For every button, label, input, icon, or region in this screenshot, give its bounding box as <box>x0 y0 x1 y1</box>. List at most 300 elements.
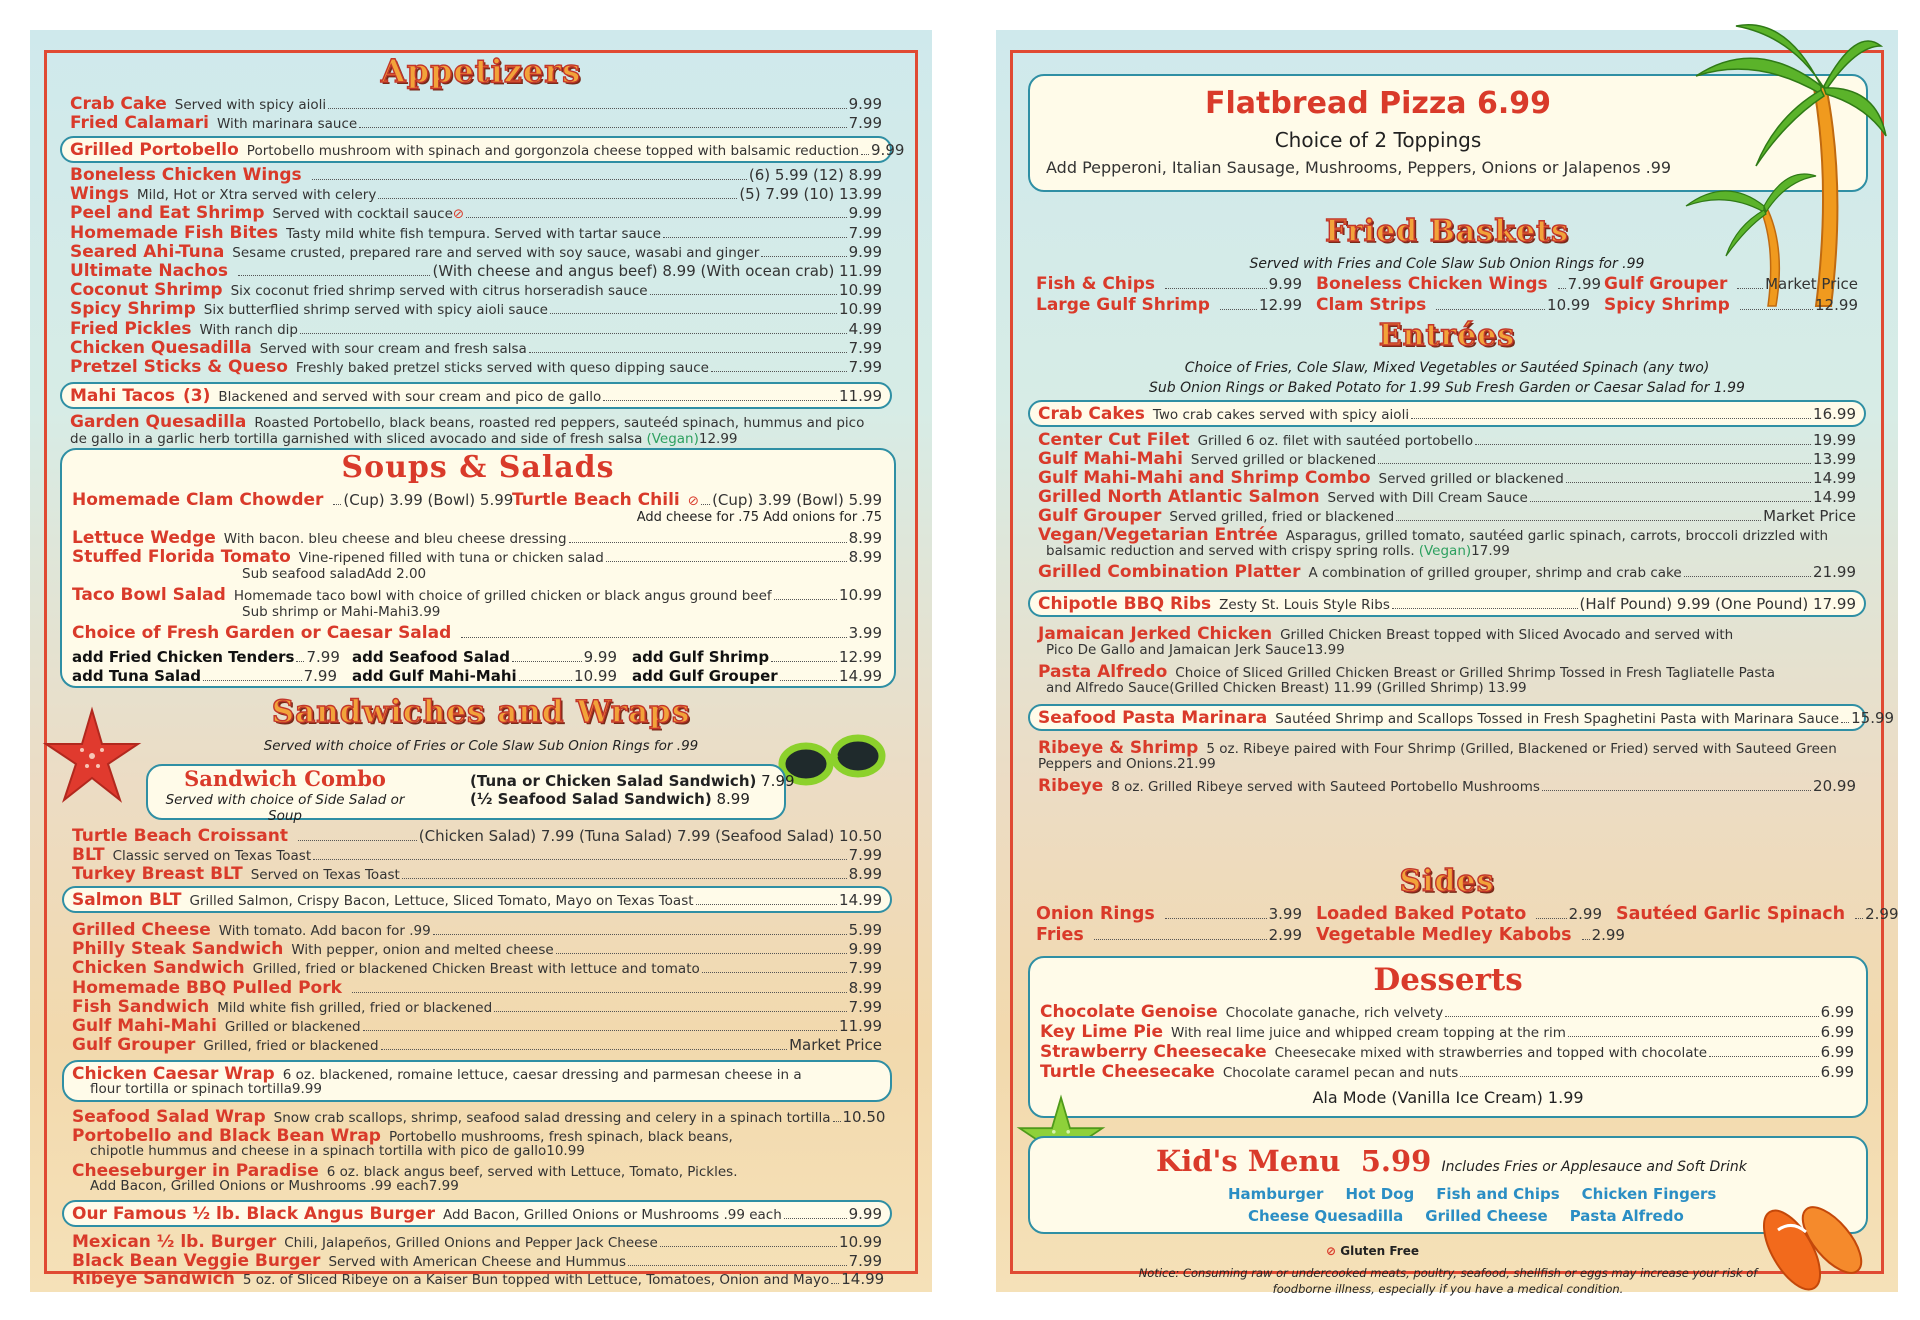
sandwiches-subtitle: Served with choice of Fries or Cole Slaw Sub Onion Rings for .99 <box>263 738 699 754</box>
menu-item-row <box>70 242 882 261</box>
item-name: Homemade Clam Chowder <box>72 490 324 510</box>
item-name: Gulf Grouper <box>1038 506 1162 526</box>
menu-item-row <box>1038 506 1856 525</box>
dot-leader <box>1378 463 1811 464</box>
dot-leader <box>328 108 846 109</box>
combo-line1-price: 7.99 <box>761 772 795 790</box>
fried-baskets-subtitle: Served with Fries and Cole Slaw Sub Onion Rings for .99 <box>1249 256 1645 272</box>
menu-item-row <box>72 890 882 909</box>
item-name: Fried Calamari <box>70 113 209 133</box>
entrees-subtitle-2: Sub Onion Rings or Baked Potato for 1.99 Sub Fresh Garden or Caesar Salad for 1.99 <box>1149 380 1745 396</box>
item-price: (Cup) 3.99 (Bowl) 5.99 <box>343 491 514 509</box>
item-name: Wings <box>70 184 129 205</box>
item-name: Gulf Grouper <box>1604 274 1728 294</box>
item-description: 6 oz. blackened, romaine lettuce, caesar dressing and parmesan cheese in a <box>282 1067 802 1084</box>
item-description: Mild white fish grilled, fried or blackened <box>217 999 493 1016</box>
item-description: Sautéed Shrimp and Scallops Tossed in Fresh Spaghetini Pasta with Marinara Sauce <box>1275 711 1840 727</box>
item-description: Classic served on Texas Toast <box>112 848 312 864</box>
item-price: 13.99 <box>1813 450 1856 468</box>
add-on-price: 7.99 <box>306 648 340 666</box>
dot-leader <box>352 992 847 993</box>
item-description: With real lime juice and whipped cream topping at the rim <box>1171 1025 1566 1041</box>
item-name: Jamaican Jerked Chicken <box>1038 624 1273 644</box>
item-price: 6.99 <box>1820 1023 1854 1041</box>
dot-leader <box>650 294 837 295</box>
item-price: Market Price <box>1763 507 1856 525</box>
menu-page-left <box>30 30 932 1292</box>
dot-leader <box>1737 288 1763 289</box>
item-price: 19.99 <box>1813 431 1856 449</box>
add-on-price: 14.99 <box>839 667 882 685</box>
add-on-name: add Tuna Salad <box>72 667 202 685</box>
item-description-cont <box>1038 642 1856 659</box>
item-name: Fries <box>1036 925 1084 945</box>
item-name: Crab Cake <box>70 94 167 114</box>
item-price: 7.99 <box>848 997 882 1016</box>
menu-item-row <box>70 223 882 242</box>
flatbread-title: Flatbread Pizza 6.99 <box>1204 86 1552 121</box>
item-description-cont <box>1038 756 1856 773</box>
item-name: Seafood Salad Wrap <box>72 1107 266 1128</box>
item-description: A combination of grilled grouper, shrimp and crab cake <box>1308 565 1682 581</box>
item-name: Gulf Grouper <box>72 1035 196 1056</box>
dot-leader <box>861 154 869 155</box>
item-name: Taco Bowl Salad <box>72 585 226 605</box>
item-name: Lettuce Wedge <box>72 528 216 548</box>
menu-item-row <box>72 547 882 566</box>
menu-item-row <box>72 1204 882 1223</box>
item-name: Gulf Mahi-Mahi <box>1038 449 1183 469</box>
item-price: 3.99 <box>410 604 441 620</box>
item-description: Two crab cakes served with spicy aioli <box>1152 407 1410 423</box>
item-description: With ranch dip <box>199 321 298 338</box>
entrees-title: Entrées <box>1378 318 1516 353</box>
kids-menu-heading <box>1156 1144 1747 1178</box>
add-on-item <box>72 648 340 667</box>
item-description: Add Bacon, Grilled Onions or Mushrooms .99 each <box>443 1207 782 1224</box>
add-on-name: add Gulf Grouper <box>632 667 778 685</box>
item-description: Six coconut fried shrimp served with citrus horseradish sauce <box>230 283 648 300</box>
item-name: Homemade Fish Bites <box>70 222 279 243</box>
dot-leader <box>1530 501 1811 502</box>
dot-leader <box>363 1030 838 1031</box>
menu-item-row <box>70 319 882 338</box>
item-price: 7.99 <box>848 338 882 357</box>
item-description: Served with spicy aioli <box>174 97 327 113</box>
item-name: Fried Pickles <box>70 318 192 339</box>
item-price: 7.99 <box>428 1178 459 1195</box>
kids-menu-item: Pasta Alfredo <box>1569 1207 1684 1225</box>
item-price: 11.99 <box>839 387 882 406</box>
grid-item <box>1604 295 1858 314</box>
item-description: With bacon. bleu cheese and bleu cheese dressing <box>223 531 567 547</box>
item-description: Sub shrimp or Mahi-Mahi <box>242 604 411 620</box>
dot-leader <box>1460 1076 1818 1077</box>
item-name: Pretzel Sticks & Queso <box>70 357 288 377</box>
add-on-name: add Gulf Mahi-Mahi <box>352 667 517 685</box>
item-price: (Half Pound) 9.99 (One Pound) 17.99 <box>1579 595 1856 613</box>
dot-leader <box>771 661 837 662</box>
item-price: 11.99 <box>839 1017 882 1035</box>
menu-item-row <box>72 826 882 845</box>
item-name: Spicy Shrimp <box>1604 295 1730 315</box>
item-name: Sautéed Garlic Spinach <box>1616 904 1846 924</box>
add-on-price: 7.99 <box>303 667 337 685</box>
item-description: Chocolate ganache, rich velvety <box>1225 1005 1444 1021</box>
item-price: 14.99 <box>841 1270 885 1289</box>
item-description: 6 oz. black angus beef, served with Lettuce, Tomato, Pickles. <box>326 1164 738 1181</box>
item-description: Grilled, fried or blackened Chicken Breast with lettuce and tomato <box>252 961 700 978</box>
item-name: Pasta Alfredo <box>1038 662 1168 682</box>
item-price: 20.99 <box>1813 777 1856 795</box>
item-price: 2.99 <box>1591 926 1625 944</box>
item-price: 8.99 <box>848 529 882 547</box>
menu-item-row <box>70 280 882 299</box>
item-price: 3.99 <box>1268 905 1302 923</box>
item-name: Portobello and Black Bean Wrap <box>72 1126 381 1147</box>
entrees-subtitle-1: Choice of Fries, Cole Slaw, Mixed Vegetables or Sautéed Spinach (any two) <box>1184 360 1710 376</box>
add-on-item <box>72 667 337 686</box>
add-on-item <box>632 648 882 667</box>
sides-grid <box>1036 904 1899 948</box>
dot-leader <box>312 179 747 180</box>
item-name: Turtle Beach Croissant <box>72 826 288 846</box>
gluten-free-label: Gluten Free <box>1340 1244 1419 1258</box>
item-description: and Alfredo Sauce <box>1046 680 1170 696</box>
soups-list <box>72 490 882 690</box>
item-name: Mahi Tacos <box>70 386 175 407</box>
menu-item-row <box>1040 1042 1854 1061</box>
item-price: 2.99 <box>1865 905 1899 923</box>
flatbread-add: Add Pepperoni, Italian Sausage, Mushrooms, Peppers, Onions or Jalapenos .99 <box>1046 158 1672 177</box>
kids-items-row-2 <box>1248 1206 1706 1225</box>
dot-leader <box>606 561 847 562</box>
dot-leader <box>512 661 582 662</box>
item-description: Cheesecake mixed with strawberries and topped with chocolate <box>1274 1045 1708 1061</box>
item-price: 9.99 <box>848 1205 882 1224</box>
item-name: Center Cut Filet <box>1038 430 1190 450</box>
menu-item-row <box>1038 776 1856 795</box>
menu-item-row <box>1038 468 1856 487</box>
item-description: Served with sour cream and fresh salsa <box>259 340 527 357</box>
dot-leader <box>784 1218 847 1219</box>
dot-leader <box>238 275 430 276</box>
item-price: (6) 5.99 (12) 8.99 <box>748 166 882 184</box>
item-price: 8.99 <box>848 978 882 997</box>
item-price: (Grilled Chicken Breast) 11.99 (Grilled Shrimp) 13.99 <box>1169 680 1527 696</box>
item-description: Chocolate caramel pecan and nuts <box>1222 1065 1459 1081</box>
dot-leader <box>402 878 847 879</box>
dot-leader <box>203 680 302 681</box>
menu-item-row <box>1038 430 1856 449</box>
add-on-price: 9.99 <box>583 648 617 666</box>
item-price: Market Price <box>1765 275 1858 293</box>
menu-item-row <box>72 920 882 939</box>
item-description: Add Bacon, Grilled Onions or Mushrooms .99 each <box>90 1178 429 1195</box>
grid-item <box>1616 904 1899 924</box>
item-price: 10.99 <box>839 281 882 300</box>
item-description-cont <box>1038 543 1856 560</box>
item-name: Grilled North Atlantic Salmon <box>1038 487 1320 507</box>
item-price: 7.99 <box>848 358 882 376</box>
item-name: Chicken Quesadilla <box>70 337 252 358</box>
flatbread-subtitle: Choice of 2 Toppings <box>1274 128 1482 152</box>
dot-leader <box>1684 576 1811 577</box>
dot-leader <box>1566 482 1811 483</box>
dot-leader <box>461 637 846 638</box>
grid-item <box>1316 274 1602 294</box>
vegan-tag: (Vegan) <box>1418 543 1472 559</box>
item-price: 4.99 <box>848 319 882 338</box>
item-name: Ribeye <box>1038 776 1104 796</box>
item-price: Market Price <box>789 1036 882 1055</box>
dot-leader <box>1542 790 1811 791</box>
item-name: Vegan/Vegetarian Entrée <box>1038 525 1278 545</box>
item-name: Chipotle BBQ Ribs <box>1038 594 1212 614</box>
menu-item-row <box>1038 562 1856 581</box>
sandwich-combo-desc: Served with choice of Side Salad or Soup <box>165 792 405 824</box>
dot-leader <box>300 333 847 334</box>
combo-line1-label: (Tuna or Chicken Salad Sandwich) <box>470 772 757 790</box>
item-name: Peel and Eat Shrimp <box>70 203 265 224</box>
item-description: Served with American Cheese and Hummus <box>328 1253 626 1270</box>
dot-leader <box>702 972 847 973</box>
item-description: Portobello mushrooms, fresh spinach, black beans, <box>388 1129 733 1146</box>
sandwich-combo-line2 <box>470 790 750 808</box>
item-description: Choice of Sliced Grilled Chicken Breast or Grilled Shrimp Tossed in Fresh Tagliatelle Pasta <box>1175 665 1775 681</box>
menu-item-row <box>72 1232 882 1251</box>
item-price: 7.99 <box>848 114 882 132</box>
menu-item-row <box>1040 1002 1854 1021</box>
appetizers-title: Appetizers <box>380 52 582 90</box>
menu-item-row <box>70 357 882 376</box>
item-price: (Chicken Salad) 7.99 (Tuna Salad) 7.99 (Seafood Salad) 10.50 <box>418 827 882 845</box>
dot-leader <box>550 313 837 314</box>
item-price: 16.99 <box>1813 405 1856 423</box>
item-description: Grilled, fried or blackened <box>203 1038 379 1055</box>
menu-item-row <box>70 203 882 222</box>
menu-item-row <box>70 140 905 160</box>
item-description: With marinara sauce <box>217 116 358 132</box>
item-description: Served grilled or blackened <box>1378 471 1564 487</box>
menu-item-row <box>72 1269 885 1290</box>
item-price: 14.99 <box>1813 488 1856 506</box>
dot-leader <box>1396 520 1761 521</box>
item-name: Stuffed Florida Tomato <box>72 547 291 567</box>
menu-item-row <box>72 978 882 997</box>
item-description-cont <box>72 1081 882 1098</box>
menu-item-row <box>70 113 882 132</box>
kids-menu-price: 5.99 <box>1360 1144 1432 1178</box>
kids-menu-item: Chicken Fingers <box>1581 1185 1717 1203</box>
fried-baskets-grid <box>1036 274 1858 318</box>
item-description: Served on Texas Toast <box>250 867 400 883</box>
item-count: (3) <box>183 386 211 407</box>
dot-leader <box>1436 309 1545 310</box>
item-price: 10.50 <box>842 1108 886 1127</box>
gluten-free-icon: ⊘ <box>452 206 465 223</box>
menu-item-row <box>70 261 882 280</box>
add-on-price: 12.99 <box>839 648 882 666</box>
add-on-name: add Fried Chicken Tenders <box>72 648 295 666</box>
kids-menu-title: Kid's Menu <box>1156 1144 1341 1178</box>
item-name: Vegetable Medley Kabobs <box>1316 925 1572 945</box>
item-description: Served grilled, fried or blackened <box>1169 509 1395 525</box>
kids-menu-item: Fish and Chips <box>1436 1185 1560 1203</box>
kids-menu-item: Hot Dog <box>1345 1185 1415 1203</box>
dot-leader <box>1165 288 1267 289</box>
item-price: 2.99 <box>1568 905 1602 923</box>
item-description: Served grilled or blackened <box>1190 452 1377 468</box>
dot-leader <box>494 1011 846 1012</box>
item-price: 8.99 <box>848 548 882 566</box>
item-name: Seafood Pasta Marinara <box>1038 708 1268 728</box>
notice-line-2: foodborne illness, especially if you have a medical condition. <box>1272 1282 1624 1296</box>
item-name: Ribeye Sandwich <box>72 1269 235 1290</box>
item-price: 12.99 <box>1815 296 1858 314</box>
dot-leader <box>1445 1016 1818 1017</box>
desserts-list <box>1040 1002 1854 1086</box>
menu-item-row <box>72 864 882 883</box>
item-name: Fish & Chips <box>1036 274 1156 294</box>
item-price: 3.99 <box>848 624 882 642</box>
item-name: Our Famous ½ lb. Black Angus Burger <box>72 1204 436 1225</box>
kids-items-row-1 <box>1228 1184 1738 1203</box>
dot-leader <box>569 542 847 543</box>
dot-leader <box>1392 608 1578 609</box>
item-description-cont <box>72 566 882 583</box>
item-description: Served with Dill Cream Sauce <box>1327 490 1528 506</box>
item-price: 10.99 <box>839 300 882 319</box>
item-price: 21.99 <box>1177 756 1216 772</box>
notice-line-1: Notice: Consuming raw or undercooked meats, poultry, seafood, shellfish or eggs may increase your risk of <box>1138 1266 1758 1280</box>
sides-title: Sides <box>1399 864 1495 899</box>
item-description: Grilled or blackened <box>224 1019 361 1035</box>
item-price: 9.99 <box>848 204 882 223</box>
sandwich-combo-line1 <box>470 772 795 790</box>
item-price: 9.99 <box>871 141 905 159</box>
menu-item-row <box>72 1016 882 1035</box>
add-on-item <box>632 667 882 686</box>
menu-item-row <box>72 997 882 1016</box>
dot-leader <box>660 1246 837 1247</box>
menu-item-row <box>1038 624 1856 643</box>
item-price: 9.99 <box>1268 275 1302 293</box>
gluten-free-legend <box>1326 1244 1419 1258</box>
sandwiches-title: Sandwiches and Wraps <box>271 694 691 730</box>
add-on-name: add Gulf Shrimp <box>632 648 770 666</box>
combo-line2-label: (½ Seafood Salad Sandwich) <box>470 790 712 808</box>
item-description: balsamic reduction and served with crispy spring rolls. <box>1046 543 1415 559</box>
item-description: With tomato. Add bacon for .99 <box>218 923 431 939</box>
item-name: Loaded Baked Potato <box>1316 904 1527 924</box>
dot-leader <box>378 198 737 199</box>
dot-leader <box>1536 918 1566 919</box>
item-description: Peppers and Onions. <box>1038 756 1178 772</box>
kids-menu-item: Grilled Cheese <box>1425 1207 1548 1225</box>
item-name: Seared Ahi-Tuna <box>70 241 225 262</box>
starfish-icon <box>42 706 142 806</box>
item-name: BLT <box>72 845 105 865</box>
item-name: Strawberry Cheesecake <box>1040 1042 1267 1062</box>
dot-leader <box>1855 918 1863 919</box>
menu-item-row <box>72 845 882 864</box>
dot-leader <box>433 934 847 935</box>
grid-item <box>1036 925 1302 944</box>
dot-leader <box>466 217 846 218</box>
item-price: 15.99 <box>1851 709 1895 727</box>
dot-leader <box>628 1265 847 1266</box>
menu-item-row <box>1040 1022 1854 1041</box>
soups-salads-title: Soups & Salads <box>341 450 615 485</box>
item-price: 17.99 <box>1471 543 1510 559</box>
chowder-row <box>72 490 514 510</box>
dot-leader <box>831 1283 839 1284</box>
item-name: Grilled Combination Platter <box>1038 562 1301 582</box>
menu-item-row <box>1038 708 1895 728</box>
item-name: Grilled Portobello <box>70 140 239 160</box>
menu-item-row <box>70 165 882 184</box>
grid-item <box>1316 295 1590 314</box>
dot-leader <box>359 127 846 128</box>
dot-leader <box>1568 1036 1819 1037</box>
menu-item-row <box>72 623 882 642</box>
grid-item <box>1036 274 1302 293</box>
dot-leader <box>313 859 846 860</box>
dot-leader <box>556 953 847 954</box>
item-name: Homemade BBQ Pulled Pork <box>72 977 342 998</box>
item-price: Add 2.00 <box>365 566 427 582</box>
desserts-title: Desserts <box>1373 962 1523 998</box>
item-price: 10.99 <box>839 586 882 604</box>
menu-item-row <box>70 412 882 431</box>
dot-leader <box>1740 309 1813 310</box>
menu-item-row <box>70 338 882 357</box>
dot-leader <box>701 504 710 505</box>
grid-item <box>1036 904 1302 923</box>
dot-leader <box>333 504 341 505</box>
fried-baskets-title: Fried Baskets <box>1325 214 1569 249</box>
item-price: 7.99 <box>848 959 882 978</box>
item-name: Cheeseburger in Paradise <box>72 1161 319 1182</box>
kids-menu-item: Hamburger <box>1228 1185 1324 1203</box>
item-name: Onion Rings <box>1036 904 1155 924</box>
item-price: 21.99 <box>1813 563 1856 581</box>
dot-leader <box>529 352 847 353</box>
item-description: Freshly baked pretzel sticks served with queso dipping sauce <box>295 360 709 376</box>
menu-item-row <box>72 528 882 547</box>
gluten-free-icon: ⊘ <box>1326 1244 1337 1258</box>
dot-leader <box>1411 418 1811 419</box>
item-description: 8 oz. Grilled Ribeye served with Sauteed Portobello Mushrooms <box>1111 779 1540 795</box>
item-name: Clam Strips <box>1316 295 1427 315</box>
dot-leader <box>381 1049 788 1050</box>
appetizers-list <box>70 94 905 494</box>
dot-leader <box>519 680 572 681</box>
item-description-cont <box>72 1143 882 1160</box>
menu-item-row <box>72 1251 882 1270</box>
menu-item-row <box>72 958 882 977</box>
grid-item <box>1316 925 1625 945</box>
item-price: 7.99 <box>848 223 882 242</box>
item-price: 7.99 <box>848 1251 882 1270</box>
item-price: (With cheese and angus beef) 8.99 (With ocean crab) 11.99 <box>432 262 882 280</box>
item-description: Roasted Portobello, black beans, roasted red peppers, sauteéd spinach, hummus and pico <box>254 415 865 432</box>
item-price: (Cup) 3.99 (Bowl) 5.99 <box>712 491 882 509</box>
item-description: chipotle hummus and cheese in a spinach tortilla with pico de gallo <box>90 1143 547 1160</box>
item-price: 12.99 <box>698 431 738 448</box>
item-name: Black Bean Veggie Burger <box>72 1250 321 1271</box>
